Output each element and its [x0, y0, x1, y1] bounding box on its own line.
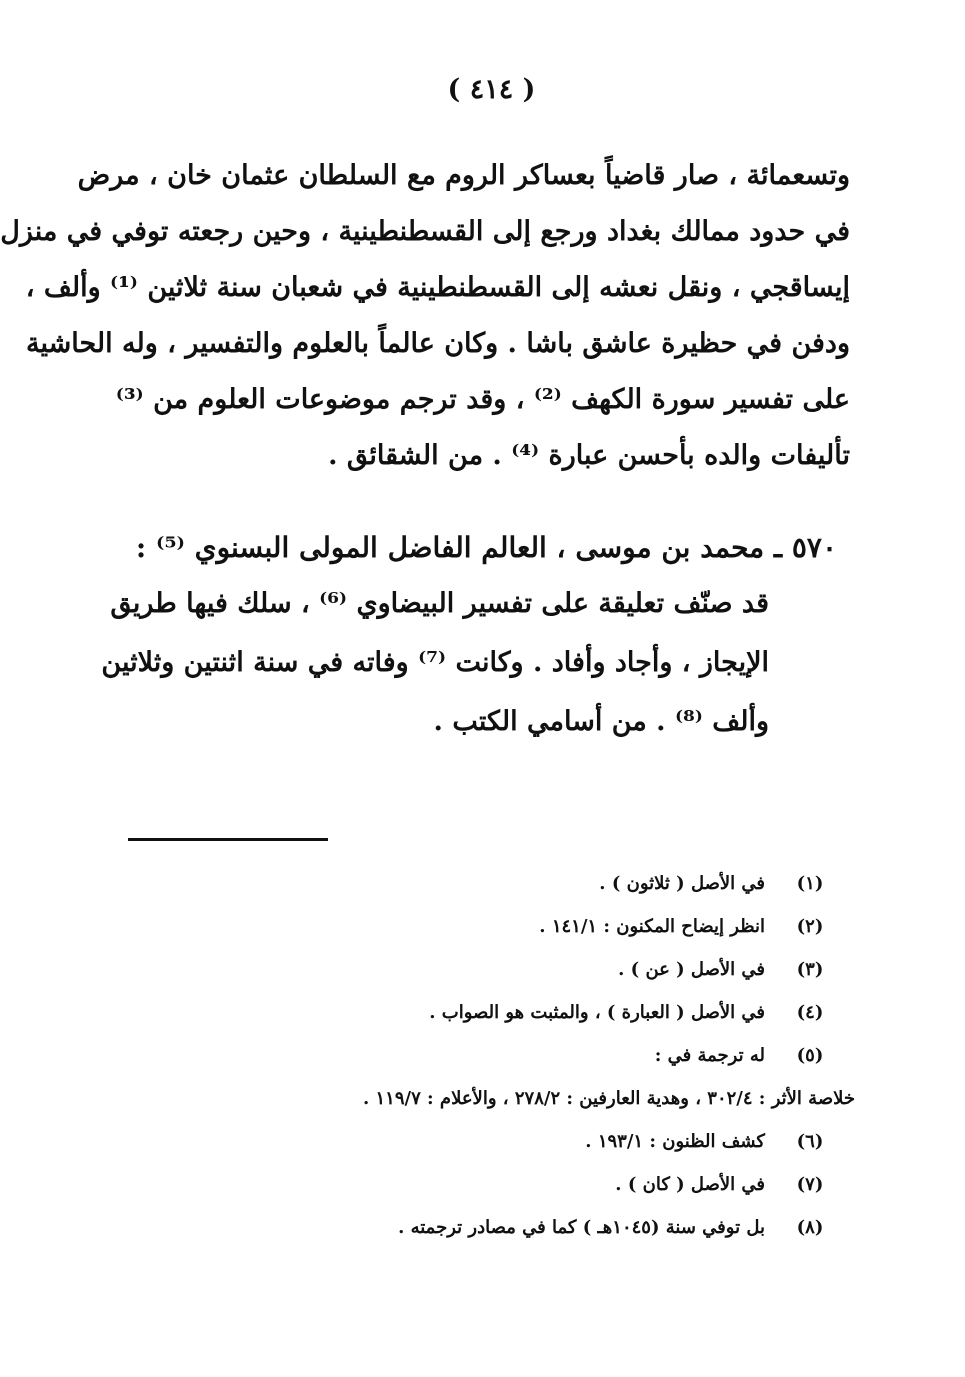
footnote	[135, 948, 855, 991]
footnote	[135, 1206, 855, 1249]
entry-line: قد صنّف تعليقة على تفسير البيضاوي ⁽⁶⁾ ، سلك فيها طريق	[110, 588, 769, 619]
footnotes	[135, 862, 855, 1249]
footnote-separator	[128, 838, 328, 841]
entry-line: الإيجاز ، وأجاد وأفاد . وكانت ⁽⁷⁾ وفاته في سنة اثنتين وثلاثين	[101, 647, 769, 678]
footnote	[135, 862, 855, 905]
footnote-number: (٣)	[796, 959, 824, 980]
footnote	[135, 991, 855, 1034]
body-line: ودفن في حظيرة عاشق باشا . وكان عالماً بالعلوم والتفسير ، وله الحاشية	[26, 328, 850, 359]
footnote-continuation: خلاصة الأثر : ٣٠٢/٤ ، وهدية العارفين : ٢٧٨/٢ ، والأعلام : ١١٩/٧ .	[362, 1088, 855, 1109]
footnote-text: في الأصل ( ثلاثون ) .	[599, 873, 765, 894]
footnote-text: انظر إيضاح المكنون : ١٤١/١ .	[539, 916, 765, 937]
body-line: وتسعمائة ، صار قاضياً بعساكر الروم مع السلطان عثمان خان ، مرض	[77, 160, 850, 191]
footnote-text: في الأصل ( كان ) .	[615, 1174, 765, 1195]
footnote-number: (٧)	[796, 1174, 824, 1195]
body-line: تأليفات والده بأحسن عبارة ⁽⁴⁾ . من الشقائق .	[328, 440, 850, 471]
body-text	[0, 148, 850, 484]
footnote-number: (٨)	[796, 1217, 824, 1238]
footnote-text: في الأصل ( العبارة ) ، والمثبت هو الصواب .	[429, 1002, 765, 1023]
page-number: ( ٤١٤ )	[447, 74, 536, 105]
entry-line: وألف ⁽⁸⁾ . من أسامي الكتب .	[433, 706, 769, 737]
footnote-text: في الأصل ( عن ) .	[618, 959, 765, 980]
entry-body	[101, 574, 769, 751]
footnote-text: له ترجمة في :	[654, 1045, 765, 1066]
entry-heading: ٥٧٠ ـ محمد بن موسى ، العالم الفاضل المولى البسنوي ⁽⁵⁾ :	[135, 531, 837, 564]
footnote-number: (٢)	[796, 916, 824, 937]
footnote-number: (٦)	[796, 1131, 824, 1152]
body-line: على تفسير سورة الكهف ⁽²⁾ ، وقد ترجم موضوعات العلوم من ⁽³⁾	[115, 384, 850, 415]
footnote	[135, 1034, 855, 1077]
footnote	[135, 905, 855, 948]
footnote	[135, 1163, 855, 1206]
footnote-text: كشف الظنون : ١٩٣/١ .	[585, 1131, 765, 1152]
footnote-text: بل توفي سنة (١٠٤٥هـ ) كما في مصادر ترجمته .	[398, 1217, 765, 1238]
body-line: إيساقجي ، ونقل نعشه إلى القسطنطينية في شعبان سنة ثلاثين ⁽¹⁾ وألف ،	[25, 272, 850, 303]
footnote-number: (٤)	[796, 1002, 824, 1023]
body-line: في حدود ممالك بغداد ورجع إلى القسطنطينية ، وحين رجعته توفي في منزل	[0, 216, 850, 247]
footnote-number: (٥)	[796, 1045, 824, 1066]
footnote-number: (١)	[796, 873, 824, 894]
footnote	[135, 1120, 855, 1163]
